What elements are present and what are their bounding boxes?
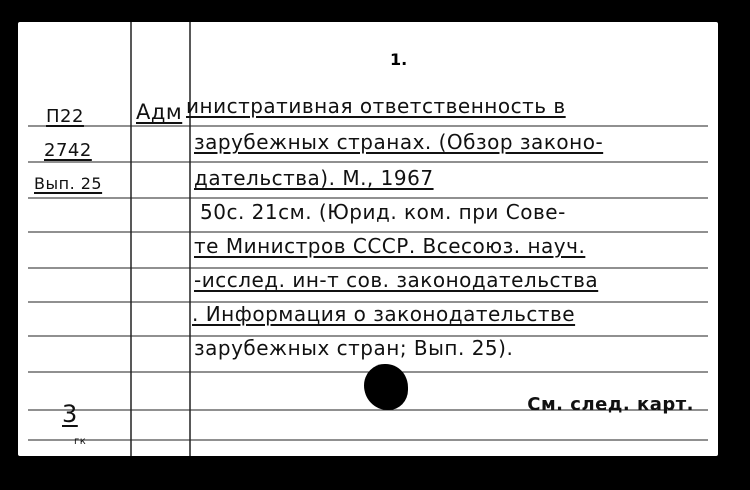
shelfmark-line2: 2742 [44, 140, 92, 161]
continuation-stamp: См. след. карт. [527, 394, 694, 415]
body-line: зарубежных странах. (Обзор законо- [194, 130, 604, 154]
body-line: дательства). М., 1967 [194, 166, 434, 190]
body-line: -исслед. ин-т сов. законодательства [194, 268, 599, 292]
body-line: зарубежных стран; Вып. 25). [194, 336, 514, 360]
footer-number: 3 [62, 400, 78, 428]
body-line: . Информация о законодательстве [192, 302, 576, 326]
body-line: те Министров СССР. Всесоюз. науч. [194, 234, 586, 258]
shelfmark-line3: Вып. 25 [34, 174, 103, 193]
body-line: 50с. 21см. (Юрид. ком. при Сове- [200, 200, 566, 224]
body-line: инистративная ответственность в [186, 94, 566, 118]
catalog-card [18, 22, 718, 456]
shelfmark-line1: П22 [46, 106, 84, 127]
heading-start: Адм [136, 100, 183, 124]
page-number: 1. [390, 50, 408, 69]
ink-blot [364, 364, 408, 410]
footer-mark: гк [74, 436, 87, 447]
